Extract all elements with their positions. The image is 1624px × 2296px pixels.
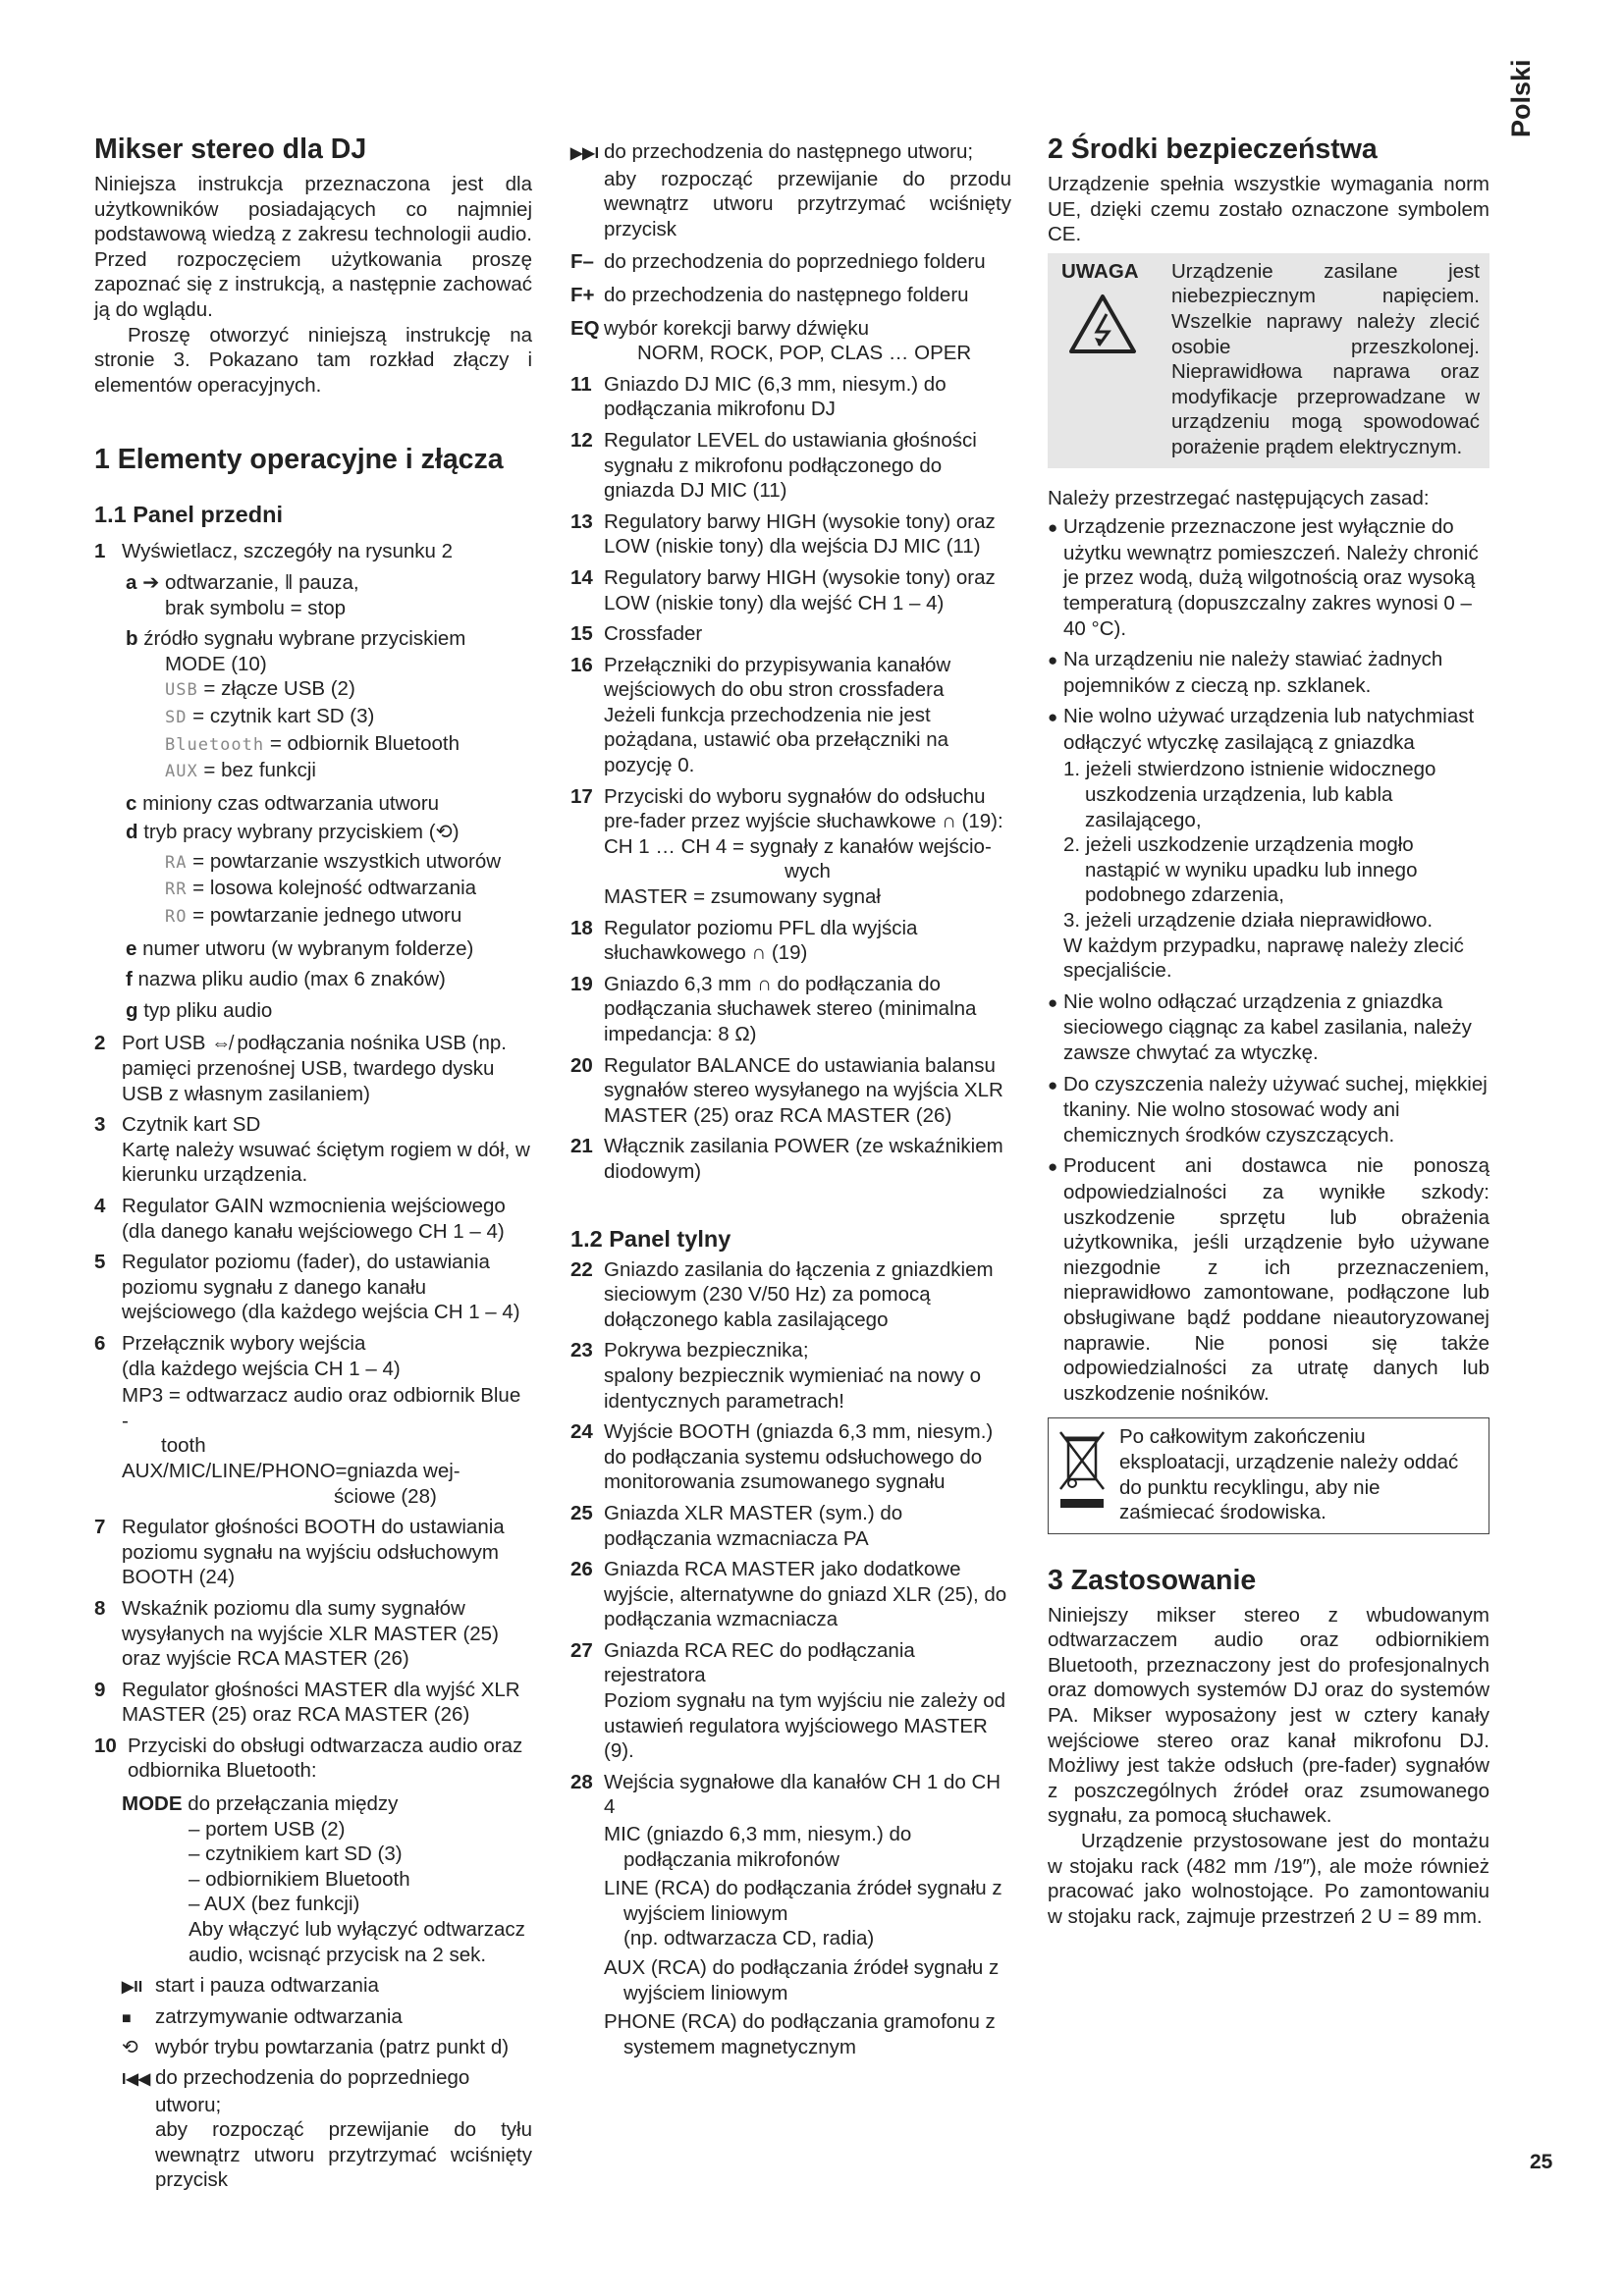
lcd-row: Bluetooth = odbiornik Bluetooth	[165, 731, 460, 755]
button-row: I◀◀ do przechodzenia do poprzedniego utworu;	[122, 2066, 470, 2116]
list-item: MASTER = zsumowany sygnał	[604, 885, 881, 909]
list-item: – portem USB (2)	[189, 1817, 346, 1841]
list-item: tooth	[161, 1434, 206, 1458]
button-row: ⟲ wybór trybu powtarzania (patrz punkt d)	[94, 2035, 532, 2061]
list-item: 24 Wyjście BOOTH (gniazda 6,3 mm, niesym.) do podłączania systemu odsłuchowego do monitorowania zsumowanego sygnału	[570, 1420, 994, 1494]
list-item: b źródło sygnału wybrane przyciskiem	[126, 627, 466, 651]
column-2	[570, 139, 1011, 2059]
list-item: NORM, ROCK, POP, CLAS … OPER	[637, 342, 972, 365]
bullet-item: ● Do czyszczenia należy używać suchej, miękkiej tkaniny. Nie wolno stosować wody ani chemicznych środków czyszczących.	[1048, 1072, 1488, 1147]
mode-row: MODE do przełączania między	[122, 1792, 399, 1816]
list-item: F– do przechodzenia do poprzedniego folderu	[570, 250, 986, 274]
list-item: aby rozpocząć przewijanie do przodu wewnątrz utworu przytrzymać wciśnięty przycisk	[604, 167, 1011, 240]
list-item: AUX (RCA) do podłączania źródeł sygnału z wyjściem liniowym	[604, 1956, 1000, 2004]
bullet-item: ● Urządzenie przeznaczone jest wyłącznie do użytku wewnątrz pomieszczeń. Należy chronić je przez wodą, dużą wilgotnością oraz wysoką temperaturą (dopuszczalny zakres wynosi 0 – 40 °C).	[1048, 515, 1479, 640]
list-item: c miniony czas odtwarzania utworu	[126, 791, 440, 815]
lcd-row: SD = czytnik kart SD (3)	[165, 704, 375, 727]
list-item: 13 Regulatory barwy HIGH (wysokie tony) oraz LOW (niskie tony) dla wejścia DJ MIC (11)	[570, 509, 996, 559]
list-item: 28 Wejścia sygnałowe dla kanałów CH 1 do CH 4	[570, 1770, 1001, 1819]
paragraph: Urządzenie przystosowane jest do montażu w stojaku rack (482 mm /19″), ale może również pracować jako wolnostojące. Po zamontowaniu w stojaku rack, zajmuje przestrzeń 2 U = 89 mm.	[1048, 1830, 1489, 1928]
next-icon: ▶▶I	[570, 145, 600, 162]
button-row: ▶▶I do przechodzenia do następnego utworu;	[570, 139, 1011, 167]
paragraph: W każdym przypadku, naprawę należy zlecić specjaliście.	[1063, 934, 1464, 983]
wheelie-bin-crossed-icon	[1056, 1426, 1108, 1513]
column-3	[1048, 133, 1489, 1929]
bullet-item: ● Nie wolno używać urządzenia lub natychmiast odłączyć wtyczkę zasilającą z gniazdka	[1048, 705, 1475, 754]
high-voltage-warning-icon	[1067, 293, 1138, 355]
recycling-text: Po całkowitym zakończeniu eksploatacji, urządzenie należy oddać do punktu recyklingu, aby nie zaśmiecać środowiska.	[1119, 1425, 1459, 1524]
list-item: 26 Gniazda RCA MASTER jako dodatkowe wyjście, alternatywne do gniazd XLR (25), do podłączania wzmacniacza	[570, 1558, 1007, 1631]
list-item: CH 1 … CH 4 = sygnały z kanałów wejścio-	[604, 834, 992, 858]
lcd-row: RR = losowa kolejność odtwarzania	[165, 877, 477, 900]
bullet-item: ● Producent ani dostawca nie ponoszą odpowiedzialności za wynikłe szkody: uszkodzenie sprzętu lub obrażenia użytkownika, jeśli urządzenie było używane niezgodnie z ich przeznaczeniem, nieprawidłowo zamontowane, podłączone lub obsługiwane bądź poddane nieautoryzowanej naprawie. Nie ponosi się także odpowiedzialności za utratę danych lub uszkodzenie nośników.	[1048, 1154, 1489, 1405]
list-item: g typ pliku audio	[126, 998, 273, 1022]
list-item: e numer utworu (w wybranym folderze)	[126, 936, 474, 960]
list-item: 10 Przyciski do obsługi odtwarzacza audio oraz odbiornika Bluetooth:	[94, 1734, 523, 1783]
bullet-item: ● Nie wolno odłączać urządzenia z gniazdka sieciowego ciągnąc za kabel zasilania, należy zawsze chwytać za wtyczkę.	[1048, 989, 1472, 1064]
section-heading: 2 Środki bezpieczeństwa	[1048, 133, 1378, 165]
list-item: LINE (RCA) do podłączania źródeł sygnału z wyjściem liniowym	[604, 1877, 1002, 1925]
intro-paragraph: Proszę otworzyć niniejszą instrukcję na stronie 3. Pokazano tam rozkład złączy i elementów operacyjnych.	[94, 323, 532, 397]
numbered-item: 3. jeżeli urządzenie działa nieprawidłowo.	[1063, 909, 1434, 933]
list-item: EQ wybór korekcji barwy dźwięku	[570, 316, 870, 340]
list-item: 19 Gniazdo 6,3 mm ∩ do podłączania do podłączania słuchawek stereo (minimalna impedancja: 8 Ω)	[570, 972, 977, 1045]
list-item: 4 Regulator GAIN wzmocnienia wejściowego (dla danego kanału wejściowego CH 1 – 4)	[94, 1195, 506, 1243]
subsection-heading: 1.1 Panel przedni	[94, 502, 283, 528]
lcd-row: USB = złącze USB (2)	[165, 677, 355, 701]
repeat-icon: ⟲	[122, 2037, 138, 2059]
list-item: d tryb pracy wybrany przyciskiem (⟲)	[126, 821, 460, 844]
list-item: 21 Włącznik zasilania POWER (ze wskaźnikiem diodowym)	[570, 1135, 1003, 1183]
list-item: 2 Port USB ⇎ podłączania nośnika USB (np. pamięci przenośnej USB, twardego dysku USB z własnym zasilaniem)	[94, 1032, 507, 1105]
lcd-row: AUX = bez funkcji	[165, 759, 316, 782]
list-item: – odbiornikiem Bluetooth	[189, 1867, 410, 1891]
list-item: 22 Gniazdo zasilania do łączenia z gniazdkiem sieciowym (230 V/50 Hz) za pomocą dołączonego kabla zasilającego	[570, 1257, 994, 1331]
warning-box	[1048, 253, 1489, 468]
intro-paragraph: Niniejsza instrukcja przeznaczona jest dla użytkowników posiadających co najmniej podstawową wiedzą z zakresu technologii audio. Przed rozpoczęciem użytkowania proszę zapoznać się z instrukcją, a następnie zachować ją do wglądu.	[94, 173, 532, 321]
list-item: f nazwa pliku audio (max 6 znaków)	[126, 968, 446, 991]
lcd-row: RA = powtarzanie wszystkich utworów	[165, 849, 502, 873]
paragraph: Należy przestrzegać następujących zasad:	[1048, 486, 1430, 509]
list-item: (np. odtwarzacza CD, radia)	[623, 1927, 875, 1950]
numbered-item: 1. jeżeli stwierdzono istnienie widocznego uszkodzenia urządzenia, lub kabla zasilającego,	[1063, 758, 1436, 831]
bullet-item: ● Na urządzeniu nie należy stawiać żadnych pojemników z cieczą np. szklanek.	[1048, 648, 1443, 697]
page-title: Mikser stereo dla DJ	[94, 133, 367, 165]
lcd-row: RO = powtarzanie jednego utworu	[165, 904, 462, 928]
list-item: Aby włączyć lub wyłączyć odtwarzacz audio, wcisnąć przycisk na 2 sek.	[189, 1918, 525, 1966]
list-item: 7 Regulator głośności BOOTH do ustawiania poziomu sygnału na wyjściu odsłuchowym BOOTH (24)	[94, 1516, 505, 1589]
button-row: ▶II start i pauza odtwarzania	[94, 1973, 532, 2001]
subsection-heading: 1.2 Panel tylny	[570, 1225, 731, 1252]
list-item: – AUX (bez funkcji)	[189, 1893, 360, 1916]
section-heading: 3 Zastosowanie	[1048, 1564, 1257, 1596]
column-1	[94, 133, 532, 2193]
button-row: ■ zatrzymywanie odtwarzania	[94, 2004, 532, 2032]
warning-text: Urządzenie zasilane jest niebezpiecznym napięciem. Wszelkie naprawy należy zlecić osobie przeszkolonej. Nieprawidłowa naprawa oraz modyfikacje przeprowadzane w urządzeniu mogą spowodować porażenie prądem elektrycznym.	[1171, 259, 1480, 458]
list-item: 16 Przełączniki do przypisywania kanałów wejściowych do obu stron crossfadera Jeżeli funkcja przechodzenia nie jest pożądana, ustawić oba przełączniki na pozycję 0.	[570, 653, 951, 777]
list-item: 5 Regulator poziomu (fader), do ustawiania poziomu sygnału z danego kanału wejściowego (dla każdego wejścia CH 1 – 4)	[94, 1251, 520, 1324]
previous-icon: I◀◀	[122, 2071, 151, 2088]
list-item: 8 Wskaźnik poziomu dla sumy sygnałów wysyłanych na wyjście XLR MASTER (25) oraz wyjście RCA MASTER (26)	[94, 1596, 499, 1671]
page-number: 25	[1530, 2151, 1553, 2173]
list-item: 27 Gniazda RCA REC do podłączania rejestratora Poziom sygnału na tym wyjściu nie zależy od ustawień regulatora wyjściowego MASTER (9).	[570, 1638, 1006, 1763]
list-item: 1 Wyświetlacz, szczegóły na rysunku 2	[94, 540, 454, 563]
list-item: 18 Regulator poziomu PFL dla wyjścia słuchawkowego ∩ (19)	[570, 916, 918, 965]
paragraph: Urządzenie spełnia wszystkie wymagania norm UE, dzięki czemu zostało oznaczone symbolem CE.	[1048, 173, 1489, 246]
list-item: 3 Czytnik kart SD Kartę należy wsuwać ściętym rogiem w dół, w kierunku urządzenia.	[94, 1113, 530, 1187]
list-item: F+ do przechodzenia do następnego folderu	[570, 283, 969, 306]
list-item: MP3 = odtwarzacz audio oraz odbiornik Blue -	[122, 1384, 521, 1432]
language-label: Polski	[1506, 59, 1536, 137]
list-item: 17 Przyciski do wyboru sygnałów do odsłuchu pre-fader przez wyjście słuchawkowe ∩ (19):	[570, 784, 1003, 833]
paragraph: Niniejszy mikser stereo z wbudowanym odtwarzaczem audio oraz odbiornikiem Bluetooth, przeznaczony jest do profesjonalnych oraz domowych systemów DJ oraz do systemów PA. Mikser wyposażony jest w cztery kanały wejściowe stereo oraz kanał mikrofonu DJ. Możliwy jest także odsłuch (pre-fader) sygnałów z poszczególnych źródeł oraz zsumowanego sygnału, za pomocą słuchawek.	[1048, 1603, 1489, 1828]
list-item: – czytnikiem kart SD (3)	[189, 1842, 403, 1866]
list-item: 12 Regulator LEVEL do ustawiania głośności sygnału z mikrofonu podłączonego do gniazda DJ MIC (11)	[570, 428, 977, 503]
numbered-item: 2. jeżeli uszkodzenie urządzenia mogło nastąpić w wyniku upadku lub innego podobnego zdarzenia,	[1063, 833, 1418, 907]
list-item: 23 Pokrywa bezpiecznika; spalony bezpiecznik wymieniać na nowy o identycznych parametrach!	[570, 1339, 982, 1413]
list-item: MIC (gniazdo 6,3 mm, niesym.) do podłączania mikrofonów	[604, 1823, 912, 1871]
list-item: 6 Przełącznik wybory wejścia (dla każdego wejścia CH 1 – 4)	[94, 1331, 401, 1380]
list-item: a ➔ odtwarzanie, ‖ pauza,	[126, 570, 359, 594]
list-item: 9 Regulator głośności MASTER dla wyjść XLR MASTER (25) oraz RCA MASTER (26)	[94, 1678, 520, 1727]
recycling-notice	[1048, 1417, 1489, 1533]
list-item: 14 Regulatory barwy HIGH (wysokie tony) oraz LOW (niskie tony) dla wejść CH 1 – 4)	[570, 565, 996, 614]
list-item: 20 Regulator BALANCE do ustawiania balansu sygnałów stereo wysyłanego na wyjścia XLR MASTER (25) oraz RCA MASTER (26)	[570, 1053, 1003, 1127]
section-heading: 1 Elementy operacyjne i złącza	[94, 444, 504, 476]
list-item: brak symbolu = stop	[165, 596, 347, 619]
stop-icon: ■	[122, 2009, 132, 2027]
warning-label: UWAGA	[1061, 259, 1139, 283]
list-item: 11 Gniazdo DJ MIC (6,3 mm, niesym.) do podłączania mikrofonu DJ	[570, 372, 947, 421]
list-item: 15 Crossfader	[570, 622, 703, 646]
list-item: MODE (10)	[165, 652, 267, 675]
list-item: PHONE (RCA) do podłączania gramofonu z systemem magnetycznym	[604, 2010, 996, 2058]
list-item: wych	[785, 860, 831, 883]
play-pause-icon: ▶II	[122, 1979, 143, 1997]
list-item: AUX/MIC/LINE/PHONO=gniazda wej-	[122, 1459, 460, 1482]
list-item: 25 Gniazda XLR MASTER (sym.) do podłączania wzmacniacza PA	[570, 1501, 903, 1550]
list-item: ściowe (28)	[334, 1484, 437, 1508]
list-item: aby rozpocząć przewijanie do tyłu wewnątrz utworu przytrzymać wciśnięty przycisk	[155, 2118, 532, 2192]
